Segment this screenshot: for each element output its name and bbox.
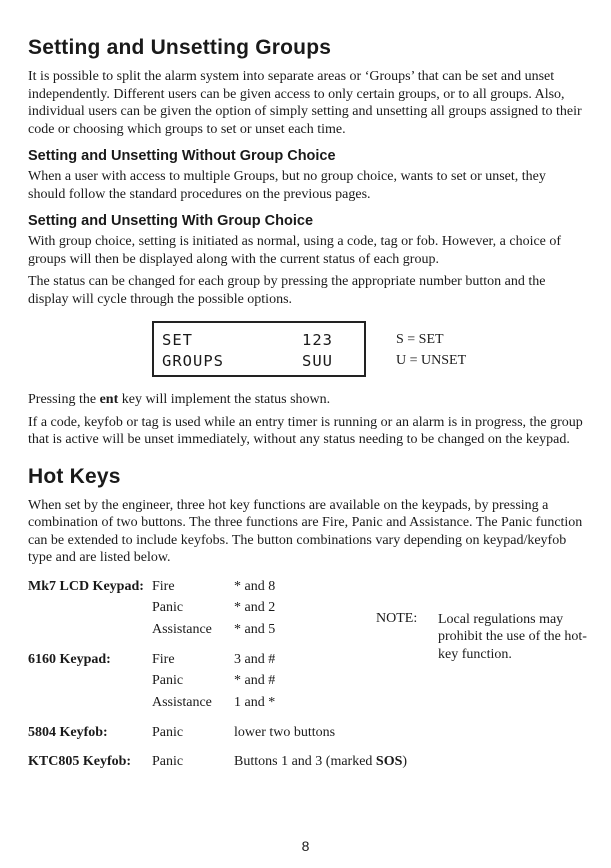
device-5804-keyfob: 5804 Keyfob: <box>28 724 108 740</box>
device-ktc805-keyfob: KTC805 Keyfob: <box>28 753 132 769</box>
section-title-groups: Setting and Unsetting Groups <box>28 36 332 59</box>
entry-timer-paragraph: If a code, keyfob or tag is used while an entry timer is running or an alarm is in progress, the group that is active will be unset immediately, without any status needing to be changed on the keypad. <box>28 414 583 447</box>
hot-keys-intro-paragraph: When set by the engineer, three hot key functions are available on the keypads, by pressing a combination of two buttons. The three functions are Fire, Panic and Assistance. The Panic function can be extended to include keyfobs. The button combinations vary depending on keypad/keyfob type and are listed below. <box>28 497 583 565</box>
page-number: 8 <box>301 838 310 854</box>
combo: lower two buttons <box>234 724 336 740</box>
lcd-example <box>152 321 584 377</box>
legend-unset: U = UNSET <box>396 353 467 368</box>
legend-set: S = SET <box>396 332 444 347</box>
with-group-choice-paragraph-2: The status can be changed for each group by pressing the appropriate number button and the display will cycle through the possible options. <box>28 274 546 307</box>
without-group-choice-paragraph: When a user with access to multiple Groups, but no group choice, wants to set or unset, they should follow the standard procedures on the previous pages. <box>28 169 546 202</box>
combo-sos <box>234 754 407 770</box>
device-6160-keypad: 6160 Keypad: <box>28 651 111 667</box>
groups-intro-paragraph: It is possible to split the alarm system into separate areas or ‘Groups’ that can be set and unset independently. Different users can be given access to only certain groups, or to all groups. Also, individual users can be given the option of simply setting and unsetting all groups assigned to their code or choosing which groups to set or unset each time. <box>28 69 582 137</box>
combo: 1 and * <box>234 694 276 710</box>
device-mk7-lcd-keypad: Mk7 LCD Keypad: <box>28 578 144 594</box>
section-title-hot-keys: Hot Keys <box>28 464 121 488</box>
ent-key-paragraph <box>28 391 584 409</box>
combo: 3 and # <box>234 651 276 667</box>
ent-text-before: Pressing the <box>28 392 100 407</box>
combo-text-before: Buttons 1 and 3 (marked <box>234 753 376 769</box>
subheading-without-group-choice: Setting and Unsetting Without Group Choice <box>28 148 336 164</box>
lcd-line-2-value: SUU <box>302 352 333 370</box>
function-panic: Panic <box>152 600 184 615</box>
combo-text-after: ) <box>402 753 408 769</box>
function-fire: Fire <box>152 651 175 667</box>
note-label: NOTE: <box>376 610 418 626</box>
lcd-line-2-label: GROUPS <box>162 352 224 370</box>
subheading-with-group-choice: Setting and Unsetting With Group Choice <box>28 213 314 229</box>
lcd-legend <box>396 321 466 371</box>
note-text: Local regulations may prohibit the use of the hot-key function. <box>438 611 587 662</box>
sos-label: SOS <box>375 753 403 769</box>
lcd-line-1-label: SET <box>162 331 193 349</box>
ent-key-label: ent <box>99 392 119 407</box>
combo: * and 5 <box>234 621 276 637</box>
function-assistance: Assistance <box>152 694 212 710</box>
lcd-display <box>152 321 366 377</box>
combo: * and 2 <box>234 600 276 615</box>
hot-keys-table <box>28 578 587 784</box>
combo: * and 8 <box>234 578 276 594</box>
function-panic: Panic <box>152 724 184 740</box>
lcd-line-1-value: 123 <box>302 331 333 349</box>
function-panic: Panic <box>152 753 184 769</box>
combo: * and # <box>234 673 276 688</box>
lcd-line-2 <box>162 352 364 373</box>
with-group-choice-paragraph-1: With group choice, setting is initiated as normal, using a code, tag or fob. However, a choice of groups will then be displayed along with the current status of each group. <box>28 234 562 267</box>
manual-page <box>28 36 587 784</box>
lcd-line-1 <box>162 331 364 352</box>
function-assistance: Assistance <box>152 621 212 637</box>
function-panic: Panic <box>152 673 184 688</box>
function-fire: Fire <box>152 578 175 594</box>
ent-text-after: key will implement the status shown. <box>118 392 331 407</box>
